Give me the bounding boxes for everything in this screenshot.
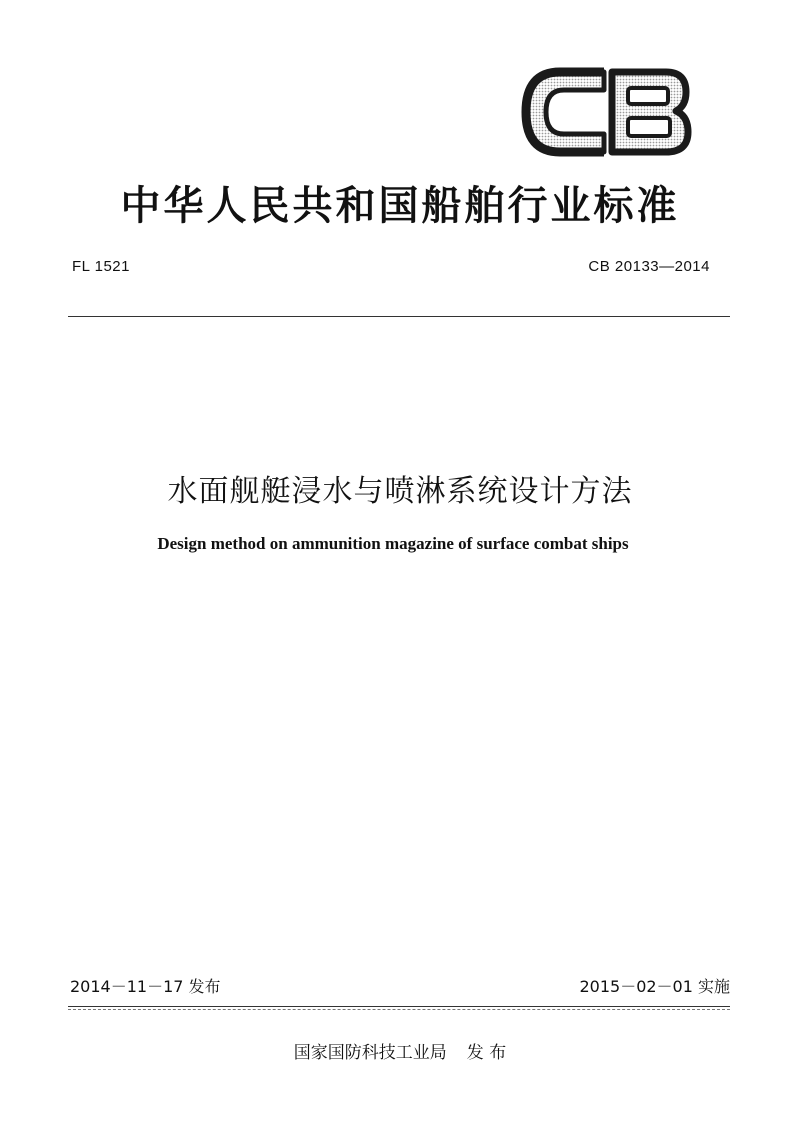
implementation-date: 2015－02－01 实施: [579, 977, 730, 996]
header-divider: [68, 316, 730, 317]
publisher-name: 国家国防科技工业局: [293, 1043, 447, 1063]
issue-date: 2014－11－17 发布: [70, 977, 221, 996]
footer-divider-secondary: [68, 1009, 730, 1010]
document-title-en: Design method on ammunition magazine of surface combat ships: [157, 534, 629, 553]
footer-divider: [68, 1006, 730, 1007]
standard-number: CB 20133—2014: [588, 258, 710, 275]
publisher-line: [0, 1038, 800, 1063]
classification-code: FL 1521: [72, 258, 130, 275]
standard-category-header: 中华人民共和国船舶行业标准: [120, 183, 680, 229]
cb-standard-logo: [520, 66, 692, 158]
logo-letter-b: [612, 72, 688, 152]
publish-action: 发 布: [466, 1043, 507, 1063]
document-title-cn: 水面舰艇浸水与喷淋系统设计方法: [167, 474, 633, 509]
